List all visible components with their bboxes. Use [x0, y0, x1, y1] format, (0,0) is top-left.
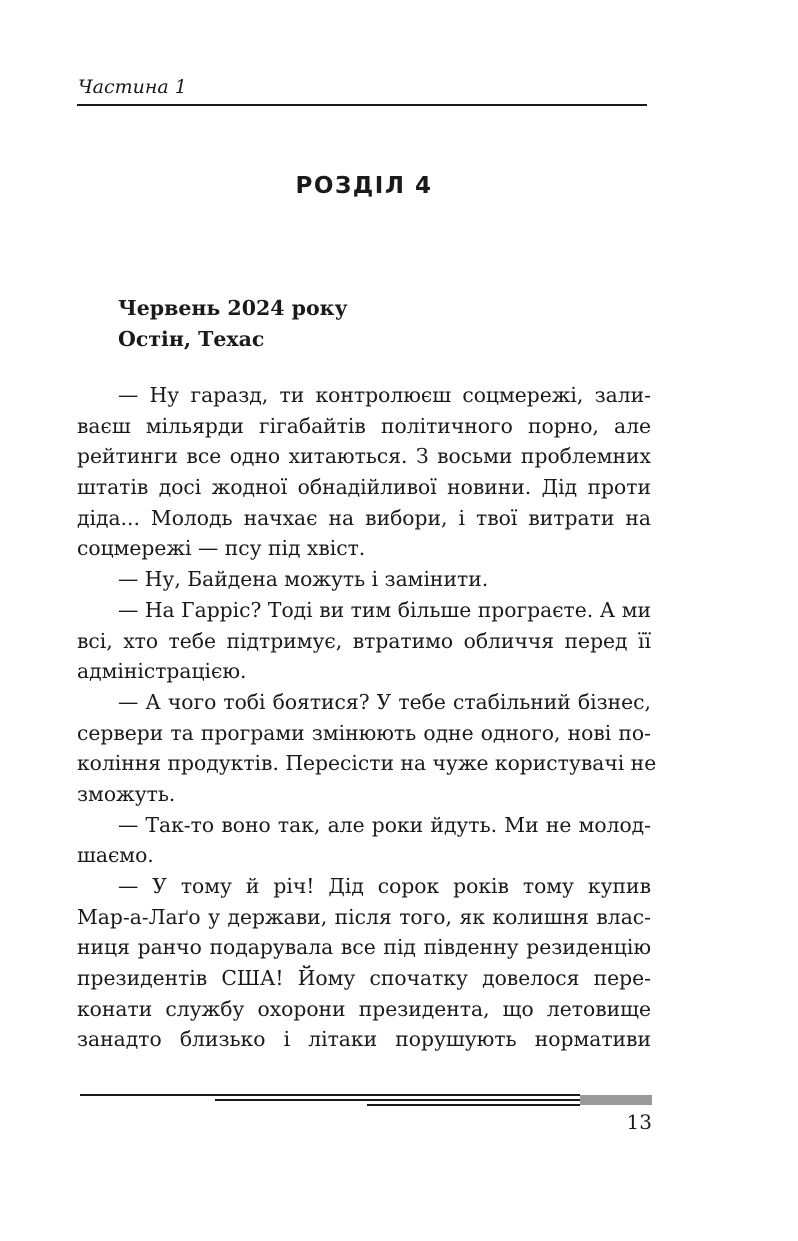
text-line: коління продуктів. Пересісти на чуже користувачі не — [77, 751, 657, 776]
text-line: президентів США! Йому спочатку довелося пере- — [77, 966, 651, 991]
text-line: ваєш мільярди гігабайтів політичного порно, але — [77, 413, 651, 438]
body-text — [77, 380, 657, 1055]
text-line: — У тому й річ! Дід сорок років тому купив — [118, 874, 651, 898]
header-rule — [77, 104, 647, 106]
footer-bar — [580, 1095, 652, 1105]
footer-rule-1 — [80, 1094, 580, 1096]
text-line: рейтинги все одно хитаються. З восьми проблемних — [77, 444, 651, 469]
dateline — [118, 293, 348, 355]
text-line: — Так-то воно так, але роки йдуть. Ми не молод- — [118, 812, 651, 837]
text-line: Мар-а-Лаґо у держави, після того, як колишня влас- — [77, 904, 651, 929]
text-line: штатів досі жодної обнадійливої новини. Дід проти — [77, 475, 651, 500]
footer-rule-2 — [215, 1099, 580, 1101]
text-line: соцмережі — псу під хвіст. — [77, 536, 366, 561]
chapter-title: РОЗДІЛ 4 — [295, 173, 433, 199]
text-line: всі, хто тебе підтримує, втратимо обличчя перед її — [77, 628, 651, 653]
text-line: занадто близько і літаки порушують нормативи — [77, 1027, 651, 1052]
text-line: — Ну, Байдена можуть і замінити. — [118, 567, 489, 592]
text-line: — Ну гаразд, ти контролюєш соцмережі, зали- — [118, 383, 651, 407]
text-line: діда... Молодь начхає на вибори, і твої витрати на — [77, 505, 651, 530]
running-head: Частина 1 — [78, 76, 187, 98]
text-line: зможуть. — [77, 781, 176, 806]
text-line: ниця ранчо подарувала все під південну резиденцію — [77, 935, 651, 960]
dateline-place: Остін, Техас — [118, 327, 265, 351]
text-line: — А чого тобі боятися? У тебе стабільний бізнес, — [118, 689, 651, 714]
dateline-date: Червень 2024 року — [118, 296, 348, 320]
text-line: адміністрацією. — [77, 659, 247, 684]
text-line: шаємо. — [77, 843, 154, 868]
text-line: конати службу охорони президента, що летовище — [77, 996, 651, 1021]
text-line: сервери та програми змінюють одне одного, нові по- — [77, 720, 651, 745]
page-number: 13 — [626, 1110, 652, 1134]
footer-rule-3 — [367, 1104, 580, 1106]
text-line: — На Гарріс? Тоді ви тим більше програєте. А ми — [118, 597, 651, 622]
